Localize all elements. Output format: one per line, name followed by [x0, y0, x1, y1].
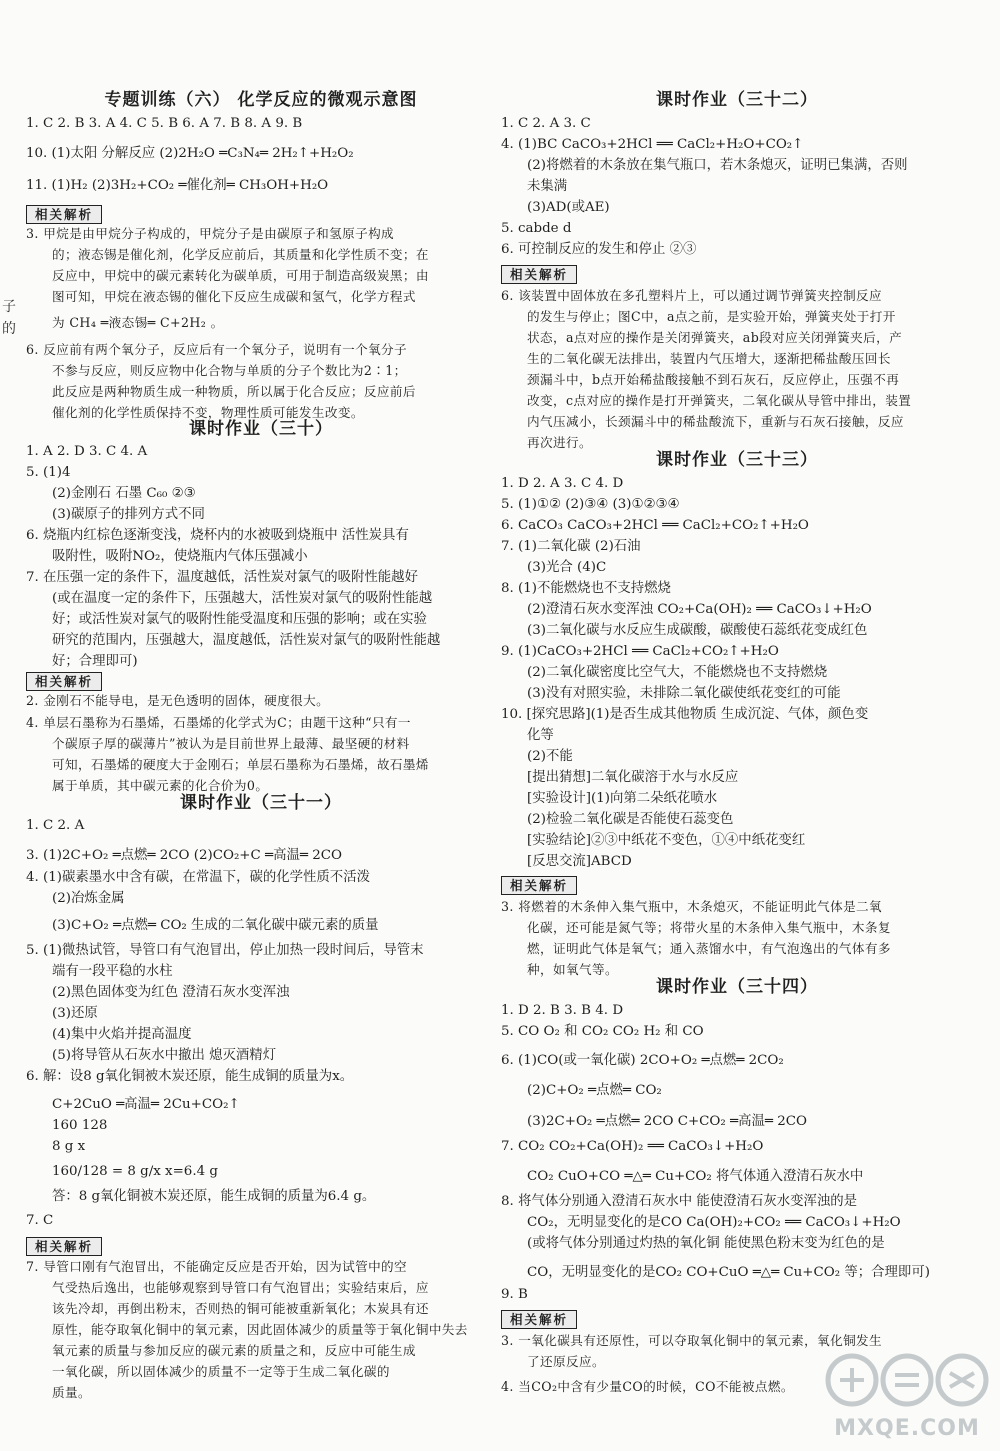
- answer-line: 11. (1)H₂ (2)3H₂+CO₂ ═催化剂═ CH₃OH+H₂O: [26, 178, 329, 193]
- answer-line: 7. (1)二氧化碳 (2)石油: [501, 539, 641, 554]
- analysis-line: 种，如氧气等。: [527, 962, 618, 977]
- answer-line: 9. (1)CaCO₃+2HCl ══ CaCl₂+CO₂↑+H₂O: [501, 644, 779, 659]
- analysis-tag: [26, 671, 496, 691]
- analysis-line: 原性，能夺取氧化铜中的氧元素，因此固体减少的质量等于氧化铜中失去: [52, 1322, 468, 1337]
- answer-line: 160/128 = 8 g/x x=6.4 g: [52, 1164, 218, 1179]
- answer-line: (3)AD(或AE): [527, 200, 610, 215]
- analysis-line: 的；液态锡是催化剂，化学反应前后，其质量和化学性质不变；在: [52, 247, 429, 262]
- section-heading: 专题训练（六） 化学反应的微观示意图: [104, 90, 418, 110]
- answer-line: (或在温度一定的条件下，压强越大，活性炭对氯气的吸附性能越: [52, 591, 433, 606]
- answer-line: 1. C 2. B 3. A 4. C 5. B 6. A 7. B 8. A 9. B: [26, 116, 303, 131]
- answer-line: 5. (1)①② (2)③④ (3)①②③④: [501, 497, 680, 512]
- analysis-line: 质量。: [52, 1385, 91, 1400]
- answer-line: (2)澄清石灰水变浑浊 CO₂+Ca(OH)₂ ══ CaCO₃↓+H₂O: [527, 602, 872, 617]
- answer-line: 吸附性，吸附NO₂，使烧瓶内气体压强减小: [52, 549, 308, 564]
- answer-line: (2)C+O₂ ═点燃═ CO₂: [527, 1083, 662, 1098]
- watermark-text: MXQE.COM: [834, 1416, 980, 1441]
- answer-line: (2)二氧化碳密度比空气大，不能燃烧也不支持燃烧: [527, 665, 828, 680]
- answer-line: (3)2C+O₂ ═点燃═ 2CO C+CO₂ ═高温═ 2CO: [527, 1114, 807, 1129]
- analysis-line: 气受热后逸出，也能够观察到导管口有气泡冒出；实验结束后，应: [52, 1280, 429, 1295]
- answer-line: 6. 解：设8 g氧化铜被木炭还原，能生成铜的质量为x。: [26, 1069, 354, 1084]
- answer-line: [反思交流]ABCD: [527, 854, 632, 869]
- answer-line: 6. 烧瓶内红棕色逐渐变浅，烧杯内的水被吸到烧瓶中 活性炭具有: [26, 528, 409, 543]
- analysis-tag: [26, 204, 496, 224]
- answer-line: 4. (1)碳素墨水中含有碳，在常温下，碳的化学性质不活泼: [26, 870, 370, 885]
- answer-line: 6. CaCO₃ CaCO₃+2HCl ══ CaCl₂+CO₂↑+H₂O: [501, 518, 809, 533]
- analysis-line: 个碳原子厚的碳薄片”被认为是目前世界上最薄、最坚硬的材料: [52, 736, 410, 751]
- analysis-line: 颈漏斗中，b点开始稀盐酸接触不到石灰石，反应停止，压强不再: [527, 372, 900, 387]
- analysis-line: 改变，c点对应的操作是打开弹簧夹，二氧化碳从导管中排出，装置: [527, 393, 912, 408]
- analysis-tag-label: 相关解析: [26, 672, 102, 691]
- answer-line: 未集满: [527, 179, 568, 194]
- margin-note: 子 的: [2, 299, 16, 337]
- analysis-line: 反应中，甲烷中的碳元素转化为碳单质，可用于制造高级炭黑；由: [52, 268, 429, 283]
- analysis-tag-label: 相关解析: [501, 265, 577, 284]
- answer-line: 4. (1)BC CaCO₃+2HCl ══ CaCl₂+H₂O+CO₂↑: [501, 137, 804, 152]
- answer-line: 10. (1)太阳 分解反应 (2)2H₂O ═C₃N₄═ 2H₂↑+H₂O₂: [26, 146, 354, 161]
- answer-line: 160 128: [52, 1118, 108, 1133]
- section-heading: 课时作业（三十三）: [656, 450, 818, 470]
- answer-line: 端有一段平稳的水柱: [52, 964, 173, 979]
- answer-line: (2)将燃着的木条放在集气瓶口，若木条熄灭，证明已集满，否则: [527, 158, 908, 173]
- answer-line: 1. C 2. A 3. C: [501, 116, 591, 131]
- answer-line: 1. A 2. D 3. C 4. A: [26, 444, 148, 459]
- answer-line: 5. CO O₂ 和 CO₂ CO₂ H₂ 和 CO: [501, 1024, 704, 1039]
- analysis-line: 此反应是两种物质生成一种物质，所以属于化合反应；反应前后: [52, 384, 416, 399]
- answer-line: CO₂，无明显变化的是CO Ca(OH)₂+CO₂ ══ CaCO₃↓+H₂O: [527, 1215, 901, 1230]
- answer-line: 好；或活性炭对氯气的吸附性能受温度和压强的影响；或在实验: [52, 612, 427, 627]
- analysis-line: 6. 反应前有两个氧分子，反应后有一个氧分子，说明有一个氧分子: [26, 342, 408, 357]
- answer-line: 6. (1)CO(或一氧化碳) 2CO+O₂ ═点燃═ 2CO₂: [501, 1053, 784, 1068]
- answer-line: (2)黑色固体变为红色 澄清石灰水变浑浊: [52, 985, 290, 1000]
- answer-line: 1. C 2. A: [26, 818, 85, 833]
- answer-logo-icon: [822, 1345, 992, 1415]
- answer-line: 1. D 2. B 3. B 4. D: [501, 1003, 624, 1018]
- answer-line: 8. 将气体分别通入澄清石灰水中 能使澄清石灰水变浑浊的是: [501, 1194, 858, 1209]
- answer-line: 8 g x: [52, 1139, 86, 1154]
- analysis-line: 了还原反应。: [527, 1354, 605, 1369]
- analysis-line: 4. 当CO₂中含有少量CO的时候，CO不能被点燃。: [501, 1379, 794, 1394]
- analysis-line: 的发生与停止；图C中，a点之前，是实验开始，弹簧夹处于打开: [527, 309, 896, 324]
- answer-line: 7. C: [26, 1213, 54, 1228]
- analysis-line: 7. 导管口刚有气泡冒出，不能确定反应是否开始，因为试管中的空: [26, 1259, 408, 1274]
- analysis-tag: [501, 264, 973, 284]
- analysis-line: 3. 一氧化碳具有还原性，可以夺取氧化铜中的氧元素，氧化铜发生: [501, 1333, 883, 1348]
- analysis-line: 一氧化碳，所以固体减少的质量不一定等于生成二氧化碳的: [52, 1364, 390, 1379]
- answer-line: C+2CuO ═高温═ 2Cu+CO₂↑: [52, 1097, 240, 1112]
- section-heading: 课时作业（三十）: [189, 419, 333, 439]
- answer-line: 答：8 g氧化铜被木炭还原，能生成铜的质量为6.4 g。: [52, 1189, 376, 1204]
- analysis-line: 化碳，还可能是氮气等；将带火星的木条伸入集气瓶中，木条复: [527, 920, 891, 935]
- answer-line: (5)将导管从石灰水中撤出 熄灭酒精灯: [52, 1048, 277, 1063]
- analysis-line: 生的二氧化碳无法排出，装置内气压增大，逐渐把稀盐酸压回长: [527, 351, 891, 366]
- answer-line: 6. 可控制反应的发生和停止 ②③: [501, 242, 697, 257]
- analysis-line: 不参与反应，则反应物中化合物与单质的分子个数比为2∶1；: [52, 363, 407, 378]
- analysis-tag-label: 相关解析: [501, 876, 577, 895]
- answer-line: 8. (1)不能燃烧也不支持燃烧: [501, 581, 671, 596]
- answer-line: (2)金刚石 石墨 C₆₀ ②③: [52, 486, 196, 501]
- answer-line: 9. B: [501, 1287, 528, 1302]
- answer-line: (3)没有对照实验，未排除二氧化碳使纸花变红的可能: [527, 686, 841, 701]
- right-column: [501, 0, 973, 1451]
- answer-line: CO₂ CuO+CO ═△═ Cu+CO₂ 将气体通入澄清石灰水中: [527, 1169, 864, 1184]
- analysis-line: 状态，a点对应的操作是关闭弹簧夹，ab段对应关闭弹簧夹后，产: [527, 330, 903, 345]
- answer-line: 1. D 2. A 3. C 4. D: [501, 476, 624, 491]
- analysis-line: 再次进行。: [527, 435, 592, 450]
- analysis-line: 3. 甲烷是由甲烷分子构成的，甲烷分子是由碳原子和氢原子构成: [26, 226, 395, 241]
- analysis-line: 内气压减小，长颈漏斗中的稀盐酸流下，重新与石灰石接触，反应: [527, 414, 904, 429]
- analysis-line: 燃，证明此气体是氧气；通入蒸馏水中，有气泡逸出的气体有多: [527, 941, 891, 956]
- answer-line: 好；合理即可): [52, 654, 138, 669]
- answer-line: [提出猜想]二氧化碳溶于水与水反应: [527, 770, 739, 785]
- analysis-line: 氧元素的质量与参加反应的碳元素的质量之和，反应中可能生成: [52, 1343, 416, 1358]
- analysis-line: 2. 金刚石不能导电，是无色透明的固体，硬度很大。: [26, 693, 330, 708]
- left-column: [26, 0, 496, 1451]
- answer-line: (3)二氧化碳与水反应生成碳酸，碳酸使石蕊纸花变成红色: [527, 623, 868, 638]
- answer-line: CO，无明显变化的是CO₂ CO+CuO ═△═ Cu+CO₂ 等；合理即可): [527, 1265, 930, 1280]
- answer-line: (或将气体分别通过灼热的氧化铜 能使黑色粉末变为红色的是: [527, 1236, 885, 1251]
- answer-line: (2)检验二氧化碳是否能使石蕊变色: [527, 812, 734, 827]
- answer-line: 研究的范围内，压强越大，温度越低，活性炭对氯气的吸附性能越: [52, 633, 441, 648]
- answer-line: 3. (1)2C+O₂ ═点燃═ 2CO (2)CO₂+C ═高温═ 2CO: [26, 848, 342, 863]
- answer-line: 5. cabde d: [501, 221, 572, 236]
- answer-line: 5. (1)4: [26, 465, 71, 480]
- answer-line: 10. [探究思路](1)是否生成其他物质 生成沉淀、气体，颜色变: [501, 707, 869, 722]
- answer-line: (2)冶炼金属: [52, 891, 125, 906]
- analysis-tag-label: 相关解析: [501, 1310, 577, 1329]
- answer-line: 化等: [527, 728, 554, 743]
- answer-line: (3)光合 (4)C: [527, 560, 607, 575]
- answer-line: 7. 在压强一定的条件下，温度越低，活性炭对氯气的吸附性能越好: [26, 570, 418, 585]
- analysis-line: 6. 该装置中固体放在多孔塑料片上，可以通过调节弹簧夹控制反应: [501, 288, 883, 303]
- answer-line: (2)不能: [527, 749, 573, 764]
- analysis-line: 4. 单层石墨称为石墨烯，石墨烯的化学式为C；由题干这种“只有一: [26, 715, 411, 730]
- answer-line: [实验设计](1)向第二朵纸花喷水: [527, 791, 718, 806]
- analysis-tag-label: 相关解析: [26, 1237, 102, 1256]
- answer-line: (4)集中火焰并提高温度: [52, 1027, 192, 1042]
- answer-line: [实验结论]②③中纸花不变色，①④中纸花变红: [527, 833, 806, 848]
- answer-line: 5. (1)微热试管，导管口有气泡冒出，停止加热一段时间后，导管末: [26, 943, 424, 958]
- analysis-line: 3. 将燃着的木条伸入集气瓶中，木条熄灭，不能证明此气体是二氧: [501, 899, 883, 914]
- answer-line: (3)碳原子的排列方式不同: [52, 507, 205, 522]
- analysis-line: 为 CH₄ ═液态锡═ C+2H₂ 。: [52, 315, 224, 330]
- analysis-line: 图可知，甲烷在液态锡的催化下反应生成碳和氢气，化学方程式: [52, 289, 416, 304]
- analysis-tag-label: 相关解析: [26, 205, 102, 224]
- analysis-tag: [501, 1309, 973, 1329]
- analysis-line: 催化剂的化学性质保持不变，物理性质可能发生改变。: [52, 405, 364, 420]
- watermark-logo: [822, 1345, 992, 1441]
- analysis-line: 属于单质，其中碳元素的化合价为0。: [52, 778, 269, 793]
- answer-line: 7. CO₂ CO₂+Ca(OH)₂ ══ CaCO₃↓+H₂O: [501, 1139, 764, 1154]
- analysis-line: 该先冷却，再倒出粉末，否则热的铜可能被重新氧化；木炭具有还: [52, 1301, 429, 1316]
- analysis-tag: [26, 1236, 496, 1256]
- answer-line: (3)C+O₂ ═点燃═ CO₂ 生成的二氧化碳中碳元素的质量: [52, 918, 379, 933]
- analysis-tag: [501, 875, 973, 895]
- section-heading: 课时作业（三十四）: [656, 977, 818, 997]
- analysis-line: 可知，石墨烯的硬度大于金刚石；单层石墨称为石墨烯，故石墨烯: [52, 757, 429, 772]
- section-heading: 课时作业（三十一）: [180, 793, 342, 813]
- answer-line: (3)还原: [52, 1006, 98, 1021]
- section-heading: 课时作业（三十二）: [656, 90, 818, 110]
